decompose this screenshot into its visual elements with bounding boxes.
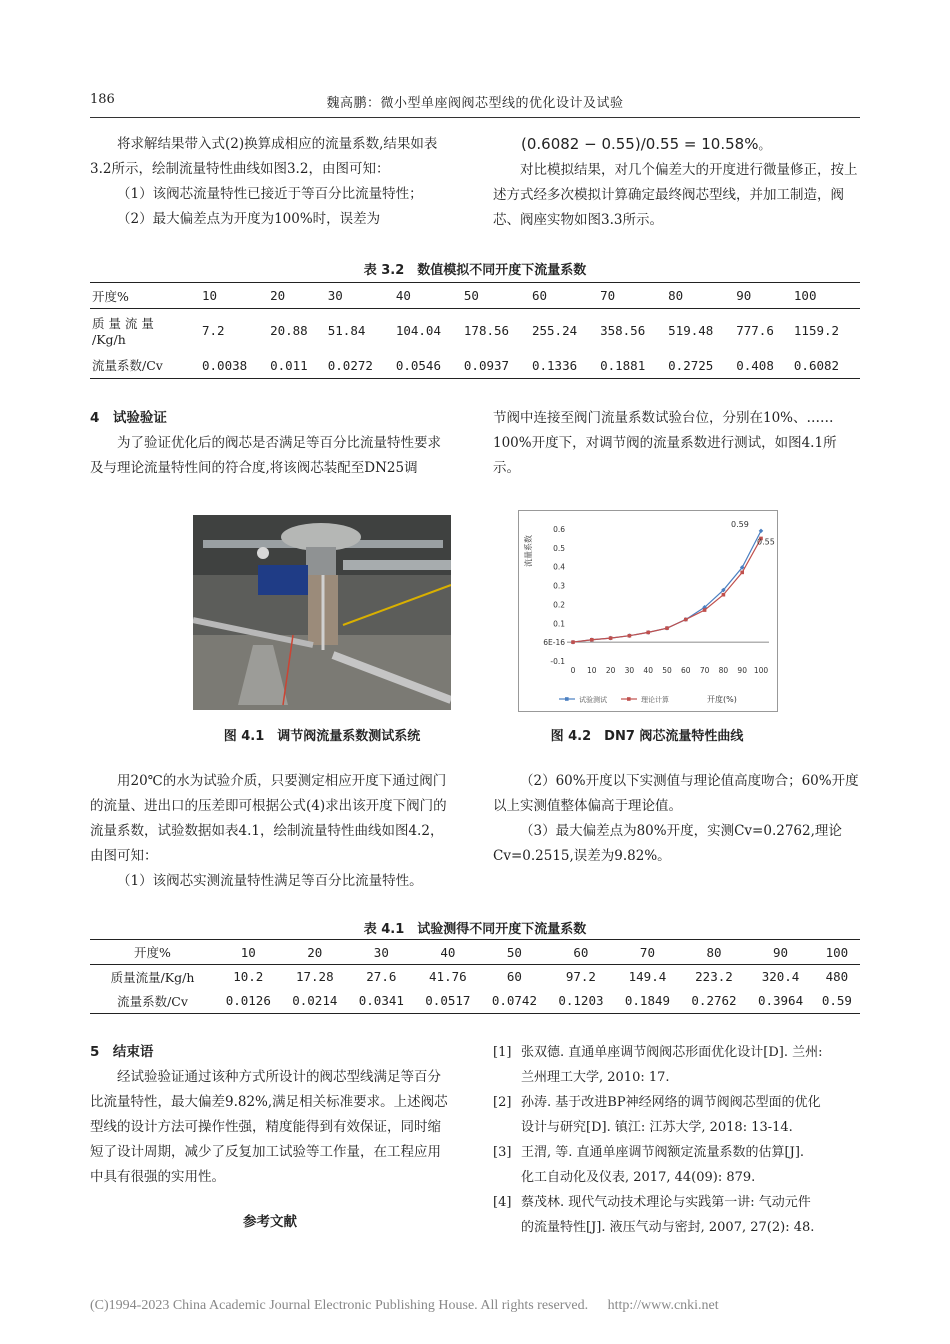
data-label: 0.59 xyxy=(731,519,749,529)
table-cell: 51.84 xyxy=(327,323,366,339)
table-cell: 0.0126 xyxy=(225,993,271,1009)
table-cell: 70 xyxy=(639,944,655,960)
left-top-text xyxy=(90,132,450,232)
table-cell: 0.3964 xyxy=(757,993,804,1009)
table-cell: 90 xyxy=(736,288,752,303)
table-cell: 10.2 xyxy=(233,969,264,985)
section-4-left xyxy=(90,406,450,481)
legend-marker xyxy=(627,697,631,701)
table-row xyxy=(90,353,860,379)
table-header-row xyxy=(90,940,860,965)
reference-line: 的流量特性[J]. 液压气动与密封, 2007, 27(2): 48. xyxy=(521,1220,815,1235)
table-cell: 60 xyxy=(506,969,522,985)
chart-axes xyxy=(523,525,769,704)
formula-end: 。 xyxy=(758,138,771,152)
table-cell: 480 xyxy=(825,969,849,985)
data-label: 0.55 xyxy=(757,537,775,547)
data-point xyxy=(590,638,594,642)
row-label: 开度% xyxy=(92,288,129,304)
reference-line: 张双德. 直通单座调节阀阀芯形面优化设计[D]. 兰州: xyxy=(521,1045,823,1060)
table-3-2-caption: 表 3.2 数值模拟不同开度下流量系数 xyxy=(363,263,587,278)
table-header-row xyxy=(90,283,860,309)
x-tick-label: 40 xyxy=(643,666,653,675)
chart-marks xyxy=(571,520,775,645)
row-label: 质量流量/Kg/h xyxy=(110,969,195,985)
flow-characteristic-chart xyxy=(518,510,778,712)
data-point xyxy=(684,618,688,622)
y-tick-label: 0.3 xyxy=(553,581,565,591)
table-4-1-caption: 表 4.1 试验测得不同开度下流量系数 xyxy=(363,922,587,937)
x-tick-label: 30 xyxy=(624,666,635,675)
reference-item xyxy=(493,1040,863,1090)
paragraph: （1）该阀芯实测流量特性满足等百分比流量特性。 xyxy=(117,873,423,889)
reference-text xyxy=(521,1140,804,1190)
paragraph: （2）最大偏差点为开度为100%时，误差为 xyxy=(117,211,381,227)
figure-4-1-caption: 图 4.1 调节阀流量系数测试系统 xyxy=(223,729,421,744)
table-cell: 90 xyxy=(772,944,789,960)
reference-line: 王渭, 等. 直通单座调节阀额定流量系数的估算[J]. xyxy=(521,1145,805,1160)
table-cell: 519.48 xyxy=(668,323,714,339)
reference-line: 孙涛. 基于改进BP神经网络的调节阀阀芯型面的优化 xyxy=(521,1095,821,1110)
data-point xyxy=(609,636,613,640)
reference-text xyxy=(521,1040,822,1090)
table-cell: 40 xyxy=(395,288,411,303)
table-cell: 50 xyxy=(506,944,522,960)
table-cell: 777.6 xyxy=(736,323,774,339)
references-list xyxy=(493,1040,863,1240)
paragraph: （1）该阀芯流量特性已接近于等百分比流量特性； xyxy=(117,186,423,202)
table-cell: 104.04 xyxy=(395,323,441,339)
y-tick-label: 0.2 xyxy=(553,600,565,610)
paragraph: （3）最大偏差点为80%开度，实测Cv=0.2762,理论Cv=0.2515,误差为9.82%。 xyxy=(493,823,842,864)
reference-line: 化工自动化及仪表, 2017, 44(09): 879. xyxy=(521,1170,756,1185)
legend-label: 试验测试 xyxy=(579,696,607,704)
table-cell: 178.56 xyxy=(463,323,510,339)
table-cell: 60 xyxy=(531,288,548,303)
running-title: 魏高鹏：微小型单座阀阀芯型线的优化设计及试验 xyxy=(326,96,624,111)
table-cell: 255.24 xyxy=(531,323,578,339)
section-4-right xyxy=(493,406,863,481)
table-cell: 10 xyxy=(240,944,256,960)
table-cell: 100 xyxy=(793,288,817,303)
table-cell: 0.2725 xyxy=(668,357,714,373)
table-cell: 70 xyxy=(600,288,616,303)
formula: (0.6082 − 0.55)/0.55 = 10.58% xyxy=(521,135,759,153)
row-label: 流量系数/Cv xyxy=(92,358,163,374)
data-point xyxy=(740,571,744,575)
table-cell: 0.0517 xyxy=(425,993,471,1009)
data-point xyxy=(665,626,669,630)
table-cell: 0.1849 xyxy=(624,993,671,1009)
table-cell: 20 xyxy=(270,288,286,303)
footer-url: http://www.cnki.net xyxy=(607,1298,719,1313)
table-cell: 0.2762 xyxy=(691,993,737,1009)
table-cell: 41.76 xyxy=(429,969,467,985)
reference-number: [4] xyxy=(493,1195,512,1210)
table-3-2 xyxy=(90,282,860,379)
section-5 xyxy=(90,1040,450,1190)
table-cell: 0.0546 xyxy=(395,357,441,373)
data-point xyxy=(759,529,764,534)
page-number: 186 xyxy=(90,92,115,107)
reference-line: 兰州理工大学, 2010: 17. xyxy=(521,1070,670,1085)
table-cell: 60 xyxy=(573,944,589,960)
mid-right-text xyxy=(493,769,863,869)
reference-text xyxy=(521,1090,821,1140)
reference-line: 设计与研究[D]. 镇江: 江苏大学, 2018: 13-14. xyxy=(521,1120,793,1135)
test-system-photo xyxy=(193,515,451,710)
references-heading: 参考文献 xyxy=(243,1214,297,1230)
paragraph: 节阀中连接至阀门流量系数试验台位，分别在10%、……100%开度下，对调节阀的流量系数进行测试，如图4.1所示。 xyxy=(493,410,837,476)
legend-marker xyxy=(565,697,569,701)
table-cell: 80 xyxy=(706,944,722,960)
x-tick-label: 50 xyxy=(662,666,672,675)
table-cell: 358.56 xyxy=(600,323,646,339)
table-cell: 223.2 xyxy=(695,969,733,985)
table-row xyxy=(90,309,860,353)
x-tick-label: 70 xyxy=(699,666,710,675)
table-cell: 0.0937 xyxy=(463,357,510,373)
reference-number: [3] xyxy=(493,1145,512,1160)
table-cell: 40 xyxy=(440,944,456,960)
y-axis-label: 流量系数 xyxy=(524,535,533,567)
row-label: 流量系数/Cv xyxy=(117,993,188,1009)
paragraph: （2）60%开度以下实测值与理论值高度吻合；60%开度以上实测值整体偏高于理论值。 xyxy=(493,773,859,814)
reference-text xyxy=(521,1190,814,1240)
table-cell: 0.0214 xyxy=(292,993,338,1009)
x-tick-label: 60 xyxy=(681,666,691,675)
table-cell: 0.011 xyxy=(270,357,308,373)
table-cell: 0.0341 xyxy=(358,993,404,1009)
copyright-footer xyxy=(90,1298,719,1314)
paragraph: 将求解结果带入式(2)换算成相应的流量系数,结果如表3.2所示，绘制流量特性曲线如图3.2，由图可知： xyxy=(90,136,438,177)
reference-item xyxy=(493,1140,863,1190)
error-formula xyxy=(493,132,863,158)
right-top-text xyxy=(493,132,863,233)
x-tick-label: 80 xyxy=(718,666,729,675)
paragraph: 为了验证优化后的阀芯是否满足等百分比流量特性要求及与理论流量特性间的符合度,将该阀芯装配至DN25调 xyxy=(90,435,441,476)
table-cell: 7.2 xyxy=(202,323,225,339)
table-cell: 20 xyxy=(307,944,323,960)
y-tick-label: 0.5 xyxy=(553,543,565,553)
reference-number: [1] xyxy=(493,1045,512,1060)
row-label: 开度% xyxy=(134,945,171,960)
x-axis-label: 开度(%) xyxy=(707,695,737,704)
section-heading: 4 试验验证 xyxy=(90,410,167,426)
series-line-0 xyxy=(573,531,761,642)
table-cell: 30 xyxy=(373,944,389,960)
y-tick-label: 0.1 xyxy=(553,619,565,629)
x-tick-label: 100 xyxy=(753,666,769,675)
data-point xyxy=(722,593,726,597)
data-point xyxy=(628,634,632,638)
table-cell: 100 xyxy=(825,944,849,960)
figure-4-2-caption: 图 4.2 DN7 阀芯流量特性曲线 xyxy=(550,729,744,744)
table-cell: 80 xyxy=(668,288,684,303)
table-row xyxy=(90,965,860,989)
table-cell: 0.1336 xyxy=(531,357,578,373)
table-cell: 0.6082 xyxy=(793,357,840,373)
table-cell: 0.408 xyxy=(736,357,774,373)
data-point xyxy=(703,608,707,612)
x-tick-label: 20 xyxy=(605,666,616,675)
y-tick-label: 0.6 xyxy=(553,525,565,534)
x-tick-label: 0 xyxy=(570,666,576,675)
mid-left-text xyxy=(90,769,450,894)
table-cell: 97.2 xyxy=(565,969,596,985)
table-cell: 0.59 xyxy=(821,993,852,1009)
table-cell: 20.88 xyxy=(270,323,308,339)
paragraph: 对比模拟结果，对几个偏差大的开度进行微量修正，按上述方式经多次模拟计算确定最终阀芯型线，并加工制造，阀芯、阀座实物如图3.3所示。 xyxy=(493,162,858,228)
reference-item xyxy=(493,1090,863,1140)
table-cell: 0.0272 xyxy=(327,357,373,373)
table-4-1 xyxy=(90,939,860,1014)
reference-line: 蔡茂林. 现代气动技术理论与实践第一讲: 气动元件 xyxy=(521,1195,811,1210)
row-label: 质 量 流 量 /Kg/h xyxy=(92,316,154,348)
table-cell: 149.4 xyxy=(628,969,667,985)
table-cell: 27.6 xyxy=(366,969,397,985)
table-cell: 50 xyxy=(463,288,479,303)
x-tick-label: 90 xyxy=(737,666,747,675)
table-cell: 0.1881 xyxy=(600,357,646,373)
x-tick-label: 10 xyxy=(587,666,597,675)
table-cell: 10 xyxy=(202,288,218,303)
y-tick-label: 6E-16 xyxy=(543,638,565,648)
table-row xyxy=(90,989,860,1014)
reference-number: [2] xyxy=(493,1095,512,1110)
table-cell: 0.0742 xyxy=(491,993,537,1009)
y-tick-label: -0.1 xyxy=(550,657,565,666)
table-cell: 30 xyxy=(327,288,343,303)
y-tick-label: 0.4 xyxy=(553,562,565,572)
legend-label: 理论计算 xyxy=(641,696,669,704)
copyright-text: (C)1994-2023 China Academic Journal Electronic Publishing House. All rights reserved. xyxy=(90,1298,589,1313)
section-heading: 5 结束语 xyxy=(90,1044,154,1060)
table-cell: 0.1203 xyxy=(558,993,604,1009)
table-cell: 1159.2 xyxy=(793,323,840,339)
data-point xyxy=(571,640,575,644)
paragraph: 用20℃的水为试验介质，只要测定相应开度下通过阀门的流量、进出口的压差即可根据公式(4)求出该开度下阀门的流量系数，试验数据如表4.1，绘制流量特性曲线如图4.2，由图可知： xyxy=(90,773,447,864)
header-rule xyxy=(90,117,860,118)
table-cell: 17.28 xyxy=(295,969,334,985)
reference-item xyxy=(493,1190,863,1240)
paragraph: 经试验验证通过该种方式所设计的阀芯型线满足等百分比流量特性，最大偏差9.82%,满足相关标准要求。上述阀芯型线的设计方法可操作性强，精度能得到有效保证，同时缩短了设计周期，减少了反复加工试验等工作量，在工程应用中具有很强的实用性。 xyxy=(90,1069,448,1185)
table-cell: 320.4 xyxy=(761,969,800,985)
data-point xyxy=(646,631,650,635)
table-cell: 0.0038 xyxy=(202,357,248,373)
